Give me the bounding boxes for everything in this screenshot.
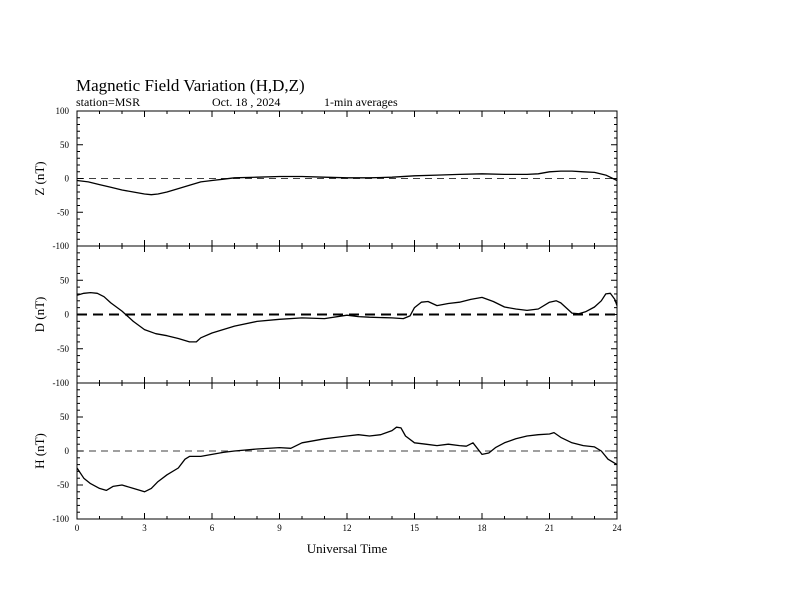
x-tick-label: 3	[142, 523, 147, 533]
x-tick-label: 12	[342, 523, 352, 533]
y-tick-label-z: 100	[55, 106, 69, 116]
y-axis-label-d: D (nT)	[32, 296, 47, 333]
y-tick-label-h: 0	[64, 446, 69, 456]
y-tick-label-z: 50	[60, 139, 69, 150]
x-tick-label: 0	[74, 523, 80, 533]
y-tick-label-z: 0	[64, 173, 69, 184]
date-label: Oct. 18 , 2024	[212, 95, 281, 109]
y-axis-label-h: H (nT)	[32, 433, 47, 469]
x-tick-label: 21	[545, 523, 554, 533]
y-tick-label-d: -100	[52, 378, 69, 388]
chart-title: Magnetic Field Variation (H,D,Z)	[76, 76, 305, 95]
y-tick-label-h: 50	[60, 412, 69, 422]
series-line-z	[77, 171, 617, 195]
series-line-h	[77, 427, 617, 492]
y-tick-label-h: -100	[52, 514, 69, 524]
y-tick-label-z: -50	[57, 207, 69, 218]
x-tick-label: 6	[209, 523, 215, 533]
panel-z	[32, 106, 617, 251]
x-axis-label: Universal Time	[306, 541, 388, 556]
x-tick-label: 9	[277, 523, 282, 533]
series-line-d	[77, 293, 617, 342]
averaging-label: 1-min averages	[324, 95, 398, 109]
y-tick-label-d: 0	[64, 309, 69, 320]
y-tick-label-z: -100	[52, 241, 69, 251]
x-tick-label: 15	[410, 523, 419, 533]
panel-h	[32, 383, 622, 556]
y-tick-label-d: -50	[57, 343, 69, 354]
x-tick-label: 18	[477, 523, 487, 533]
panel-d	[32, 246, 617, 388]
station-label: station=MSR	[76, 95, 141, 109]
x-tick-label: 24	[612, 523, 622, 533]
y-tick-label-d: 50	[60, 275, 69, 286]
y-tick-label-h: -50	[57, 480, 69, 490]
y-axis-label-z: Z (nT)	[32, 161, 47, 196]
